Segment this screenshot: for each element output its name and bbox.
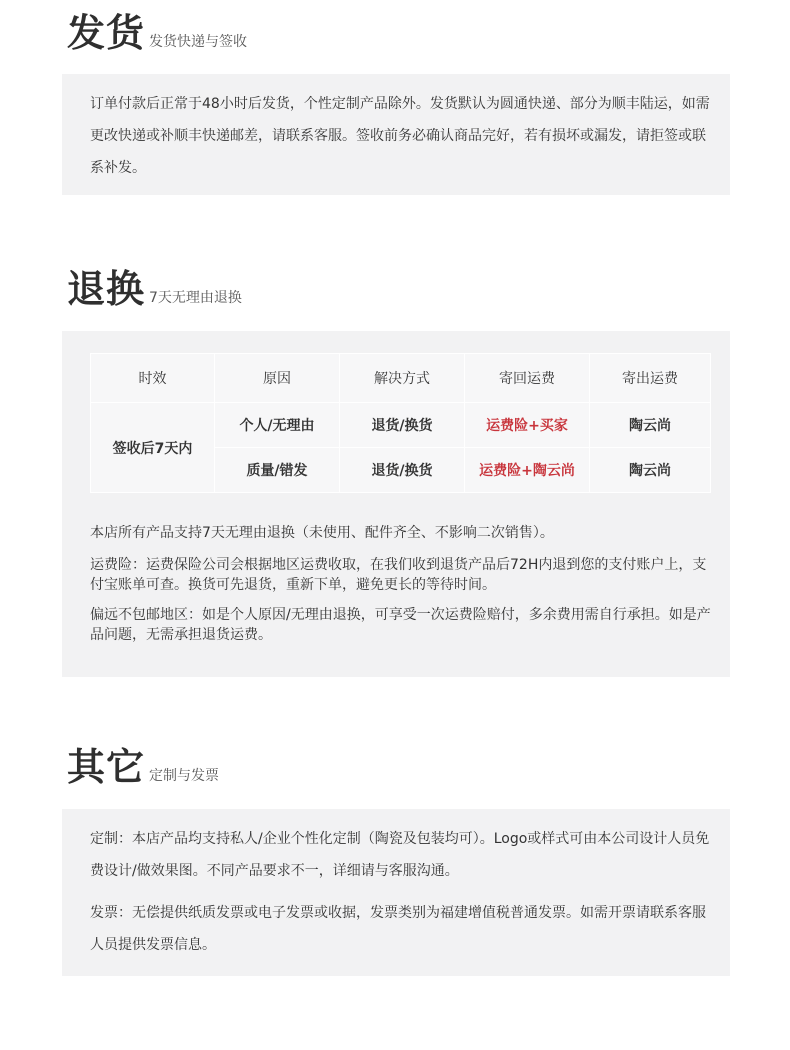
header-reason: 原因 <box>215 354 340 403</box>
shipping-panel <box>62 74 730 195</box>
returns-panel <box>62 331 730 677</box>
shipping-heading <box>67 11 248 55</box>
solution-cell: 退货/换货 <box>340 448 465 493</box>
other-heading <box>67 745 220 789</box>
reason-cell: 个人/无理由 <box>215 403 340 448</box>
solution-cell: 退货/换货 <box>340 403 465 448</box>
table-header-row <box>91 354 711 403</box>
period-cell: 签收后7天内 <box>91 403 215 493</box>
return-fee-cell: 运费险+陶云尚 <box>465 448 590 493</box>
returns-policy-table <box>90 353 711 493</box>
other-subtitle: 定制与发票 <box>149 768 220 784</box>
table-row <box>91 403 711 448</box>
returns-note: 本店所有产品支持7天无理由退换（未使用、配件齐全、不影响二次销售）。 <box>90 525 554 541</box>
returns-subtitle: 7天无理由退换 <box>149 290 242 306</box>
invoice-text: 发票：无偿提供纸质发票或电子发票或收据，发票类别为福建增值税普通发票。如需开票请联系客服人员提供发票信息。 <box>90 905 706 953</box>
shipping-title: 发货 <box>67 11 146 55</box>
other-panel <box>62 809 730 976</box>
reason-cell: 质量/错发 <box>215 448 340 493</box>
shipping-body: 订单付款后正常于48小时后发货，个性定制产品除外。发货默认为圆通快递、部分为顺丰陆运，如需更改快递或补顺丰快递邮差，请联系客服。签收前务必确认商品完好，若有损坏或漏发，请拒签或联系补发。 <box>90 96 710 176</box>
header-return-fee: 寄回运费 <box>465 354 590 403</box>
returns-note: 偏远不包邮地区：如是个人原因/无理由退换，可享受一次运费险赔付，多余费用需自行承担。如是产品问题，无需承担退货运费。 <box>90 607 711 643</box>
returns-note: 运费险：运费保险公司会根据地区运费收取，在我们收到退货产品后72H内退到您的支付账户上，支付宝账单可查。换货可先退货，重新下单，避免更长的等待时间。 <box>90 557 707 593</box>
returns-title: 退换 <box>67 267 146 311</box>
returns-heading <box>67 267 242 311</box>
shipping-subtitle: 发货快递与签收 <box>149 34 248 50</box>
send-fee-cell: 陶云尚 <box>590 403 711 448</box>
custom-text: 定制：本店产品均支持私人/企业个性化定制（陶瓷及包装均可）。Logo或样式可由本公司设计人员免费设计/做效果图。不同产品要求不一，详细请与客服沟通。 <box>90 831 710 879</box>
return-fee-cell: 运费险+买家 <box>465 403 590 448</box>
header-solution: 解决方式 <box>340 354 465 403</box>
header-send-fee: 寄出运费 <box>590 354 711 403</box>
header-period: 时效 <box>91 354 215 403</box>
send-fee-cell: 陶云尚 <box>590 448 711 493</box>
other-title: 其它 <box>67 745 146 789</box>
